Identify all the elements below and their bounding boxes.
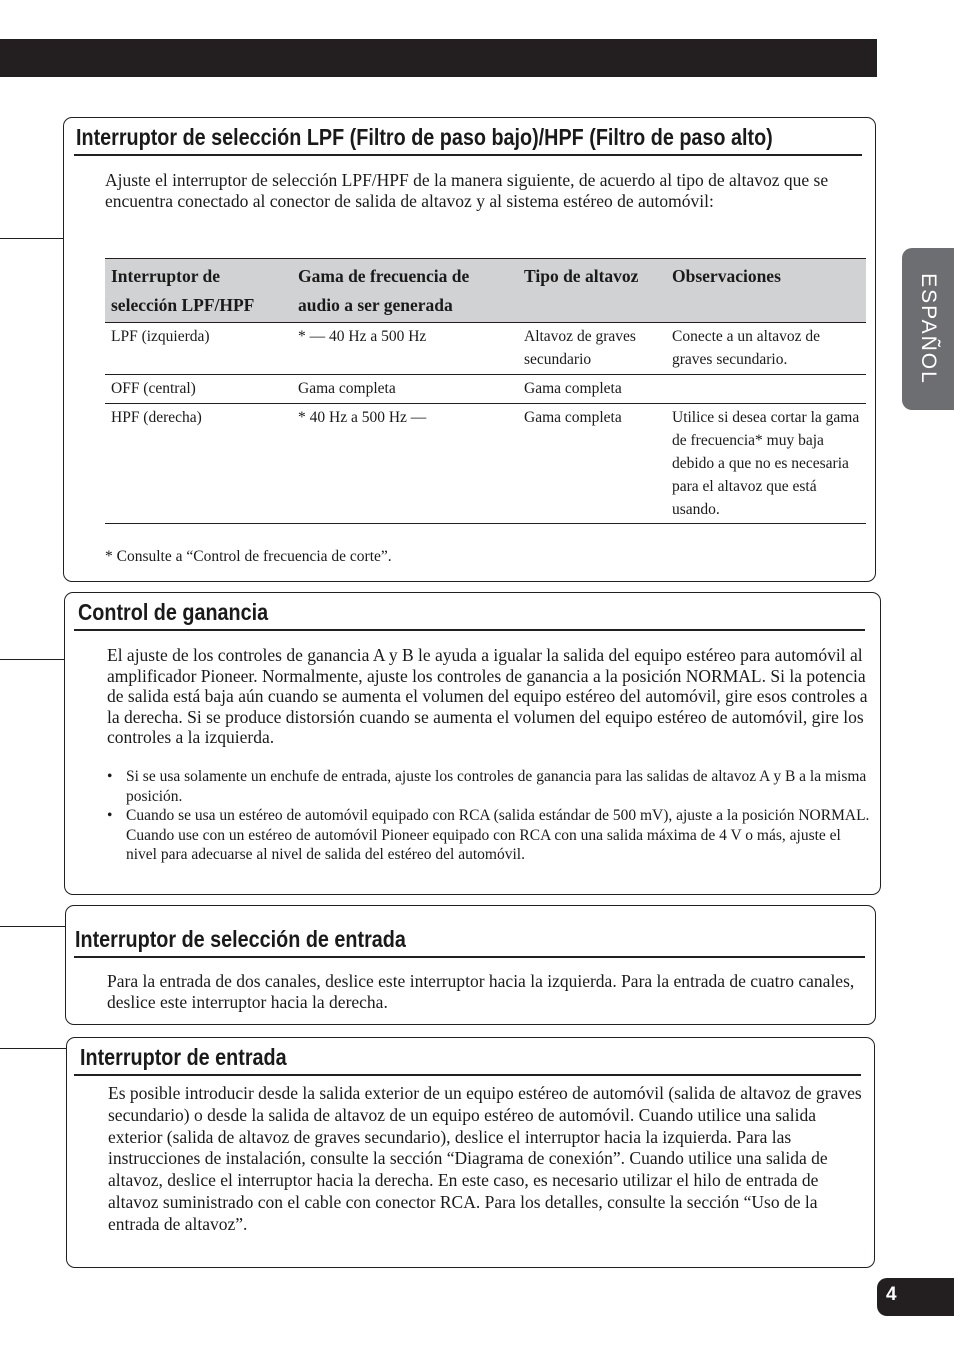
table-row	[105, 404, 866, 524]
page-number: 4	[886, 1284, 897, 1305]
table-cell: HPF (derecha)	[105, 404, 292, 524]
language-tab	[902, 248, 954, 410]
language-tab-label: ESPAÑOL	[917, 273, 940, 385]
section-body: Es posible introducir desde la salida exterior de un equipo estéreo de automóvil (salida de altavoz de graves secundario) o desde la salida de altavoz de un equipo estéreo de automóvil. Cuando utilice una salida exterior (salida de altavoz de graves secundario), deslice el interruptor hacia la izquierda. Para las instrucciones de instalación, consulte la sección “Diagrama de conexión”. Cuando utilice una salida de altavoz, deslice el interruptor hacia la derecha. En este caso, es necesario utilizar el hilo de entrada de altavoz suministrado con el cable con conector RCA. Para los detalles, consulte la sección “Uso de la entrada de altavoz”.	[108, 1083, 862, 1234]
table-cell: OFF (central)	[105, 375, 292, 404]
header-bar	[0, 39, 877, 77]
section-heading: Control de ganancia	[78, 599, 269, 625]
table-cell: Conecte a un altavoz de graves secundario.	[666, 323, 866, 375]
table-header-row	[105, 259, 866, 323]
section-heading: Interruptor de selección de entrada	[75, 926, 406, 952]
heading-rule	[74, 629, 865, 631]
list-item-text: Cuando se usa un estéreo de automóvil equipado con RCA (salida estándar de 500 mV), ajuste a la posición NORMAL. Cuando use con un estéreo de automóvil Pioneer equipado con RCA con una salida máxima de 4 V o más, ajuste el nivel para adecuarse al nivel de salida del estéreo del automóvil.	[126, 807, 870, 863]
section-leader-line	[0, 238, 64, 239]
table-cell: Altavoz de graves secundario	[518, 323, 666, 375]
bullet-list	[107, 767, 870, 865]
table-header-cell: Observaciones	[666, 259, 866, 323]
section-intro: Ajuste el interruptor de selección LPF/HPF de la manera siguiente, de acuerdo al tipo de altavoz que se encuentra conectado al conector de salida de altavoz y al sistema estéreo de automóvil:	[105, 170, 829, 211]
heading-rule	[74, 1074, 861, 1076]
page-number-tab	[877, 1278, 954, 1316]
table-row	[105, 323, 866, 375]
list-item: • Si se usa solamente un enchufe de entrada, ajuste los controles de ganancia para las salidas de altavoz A y B a la misma posición.	[107, 768, 867, 805]
list-item-text: Si se usa solamente un enchufe de entrada, ajuste los controles de ganancia para las salidas de altavoz A y B a la misma posición.	[126, 768, 867, 805]
table-header-cell: Tipo de altavoz	[518, 259, 666, 323]
table-cell: Gama completa	[292, 375, 518, 404]
list-item: • Cuando se usa un estéreo de automóvil equipado con RCA (salida estándar de 500 mV), ajuste a la posición NORMAL. Cuando use con un estéreo de automóvil Pioneer equipado con RCA con una salida máxima de 4 V o más, ajuste el nivel para adecuarse al nivel de salida del estéreo del automóvil.	[107, 807, 870, 863]
lpf-hpf-table	[105, 258, 866, 524]
table-cell: * — 40 Hz a 500 Hz	[292, 323, 518, 375]
heading-rule	[74, 154, 862, 156]
table-cell	[666, 375, 866, 404]
table-cell: LPF (izquierda)	[105, 323, 292, 375]
table-footnote: * Consulte a “Control de frecuencia de corte”.	[105, 548, 392, 565]
section-body: El ajuste de los controles de ganancia A y B le ayuda a igualar la salida del equipo estéreo para automóvil al amplificador Pioneer. Normalmente, ajuste los controles de ganancia a la posición NORMAL. Si la potencia de salida está baja aún cuando se aumenta el volumen del equipo estéreo del automóvil, gire esos controles a la derecha. Si se produce distorsión cuando se aumenta el volumen del equipo estéreo de automóvil, gire los controles a la izquierda.	[107, 645, 868, 748]
table-header-cell: Gama de frecuencia de audio a ser generada	[292, 259, 518, 323]
section-body: Para la entrada de dos canales, deslice este interruptor hacia la izquierda. Para la entrada de cuatro canales, deslice este interruptor hacia la derecha.	[107, 971, 855, 1012]
section-leader-line	[0, 659, 65, 660]
table-cell: Gama completa	[518, 375, 666, 404]
section-heading: Interruptor de selección LPF (Filtro de paso bajo)/HPF (Filtro de paso alto)	[76, 124, 773, 150]
table-cell: Utilice si desea cortar la gama de frecuencia* muy baja debido a que no es necesaria para el altavoz que está usando.	[666, 404, 866, 524]
table-row	[105, 375, 866, 404]
table-cell: * 40 Hz a 500 Hz —	[292, 404, 518, 524]
section-leader-line	[0, 926, 66, 927]
section-leader-line	[0, 1048, 67, 1049]
table-header-cell: Interruptor de selección LPF/HPF	[105, 259, 292, 323]
heading-rule	[74, 956, 865, 958]
table-cell: Gama completa	[518, 404, 666, 524]
section-heading: Interruptor de entrada	[80, 1044, 287, 1070]
